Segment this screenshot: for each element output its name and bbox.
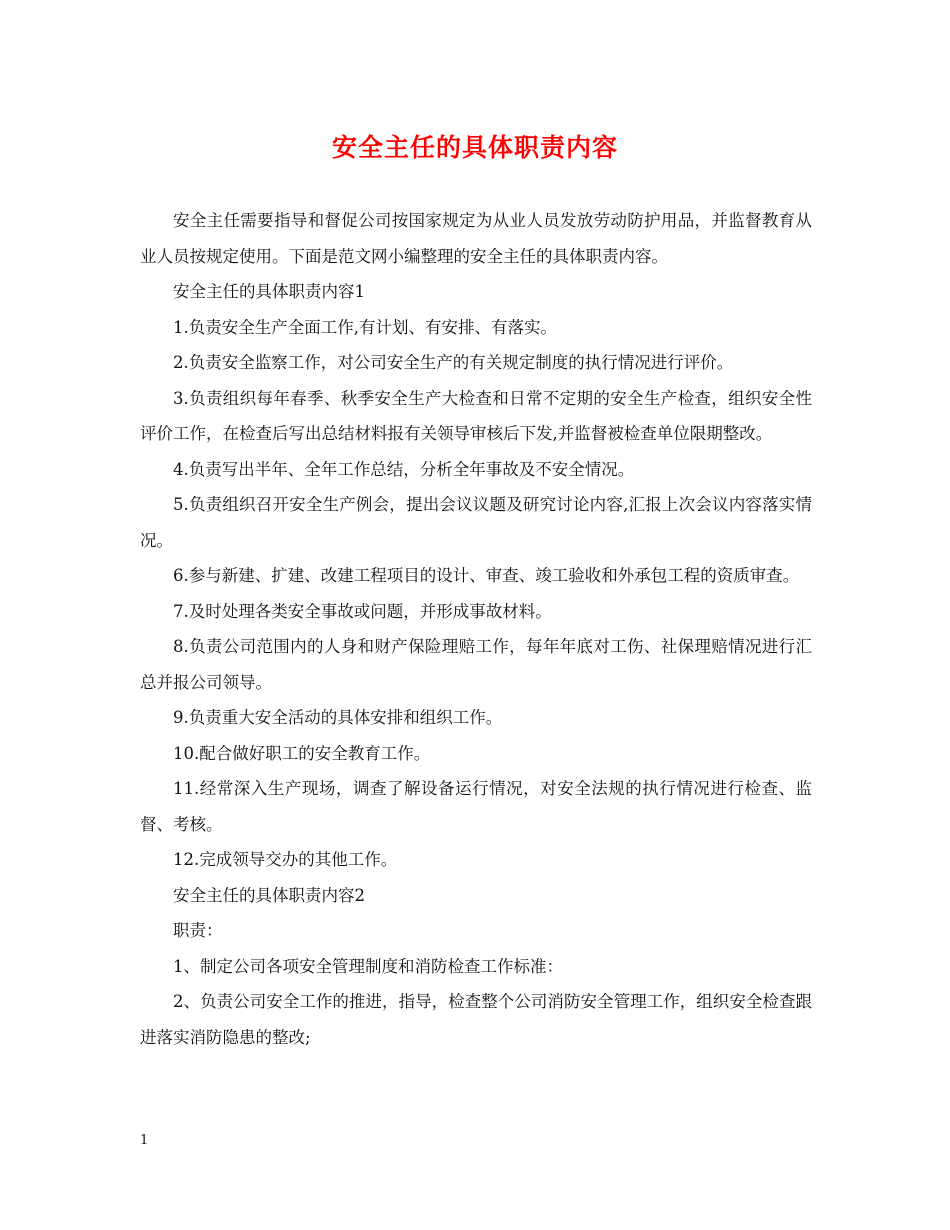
list-item: 7.及时处理各类安全事故或问题，并形成事故材料。 bbox=[173, 601, 552, 621]
list-item: 6.参与新建、扩建、改建工程项目的设计、审查、竣工验收和外承包工程的资质审查。 bbox=[173, 566, 800, 585]
section-heading-2: 安全主任的具体职责内容2 bbox=[173, 885, 365, 905]
paragraph-intro: 安全主任需要指导和督促公司按国家规定为从业人员发放劳动防护用品，并监督教育从业人员按规定使用。下面是范文网小编整理的安全主任的具体职责内容。 bbox=[140, 211, 812, 266]
duties-label: 职责： bbox=[173, 921, 223, 940]
list-item: 1、制定公司各项安全管理制度和消防检查工作标准： bbox=[173, 956, 563, 976]
page-number: 1 bbox=[140, 1133, 149, 1148]
list-item: 11.经常深入生产现场，调查了解设备运行情况，对安全法规的执行情况进行检查、监督、考核。 bbox=[140, 779, 812, 834]
list-item: 3.负责组织每年春季、秋季安全生产大检查和日常不定期的安全生产检查，组织安全性评价工作，在检查后写出总结材料报有关领导审核后下发,并监督被检查单位限期整改。 bbox=[140, 388, 812, 443]
list-item: 2、负责公司安全工作的推进，指导，检查整个公司消防安全管理工作，组织安全检查跟进落实消防隐患的整改; bbox=[140, 992, 812, 1047]
list-item: 5.负责组织召开安全生产例会，提出会议议题及研究讨论内容,汇报上次会议内容落实情况。 bbox=[140, 495, 812, 550]
list-item: 4.负责写出半年、全年工作总结，分析全年事故及不安全情况。 bbox=[173, 459, 635, 479]
document-body bbox=[140, 203, 812, 1055]
list-item: 8.负责公司范围内的人身和财产保险理赔工作，每年年底对工伤、社保理赔情况进行汇总并报公司领导。 bbox=[140, 637, 812, 692]
document-title: 安全主任的具体职责内容 bbox=[331, 133, 618, 162]
section-heading-1: 安全主任的具体职责内容1 bbox=[173, 282, 365, 301]
list-item: 10.配合做好职工的安全教育工作。 bbox=[173, 743, 431, 763]
list-item: 2.负责安全监察工作，对公司安全生产的有关规定制度的执行情况进行评价。 bbox=[173, 353, 734, 372]
list-item: 1.负责安全生产全面工作,有计划、有安排、有落实。 bbox=[173, 317, 557, 337]
list-item: 9.负责重大安全活动的具体安排和组织工作。 bbox=[173, 708, 503, 727]
list-item: 12.完成领导交办的其他工作。 bbox=[173, 850, 398, 869]
